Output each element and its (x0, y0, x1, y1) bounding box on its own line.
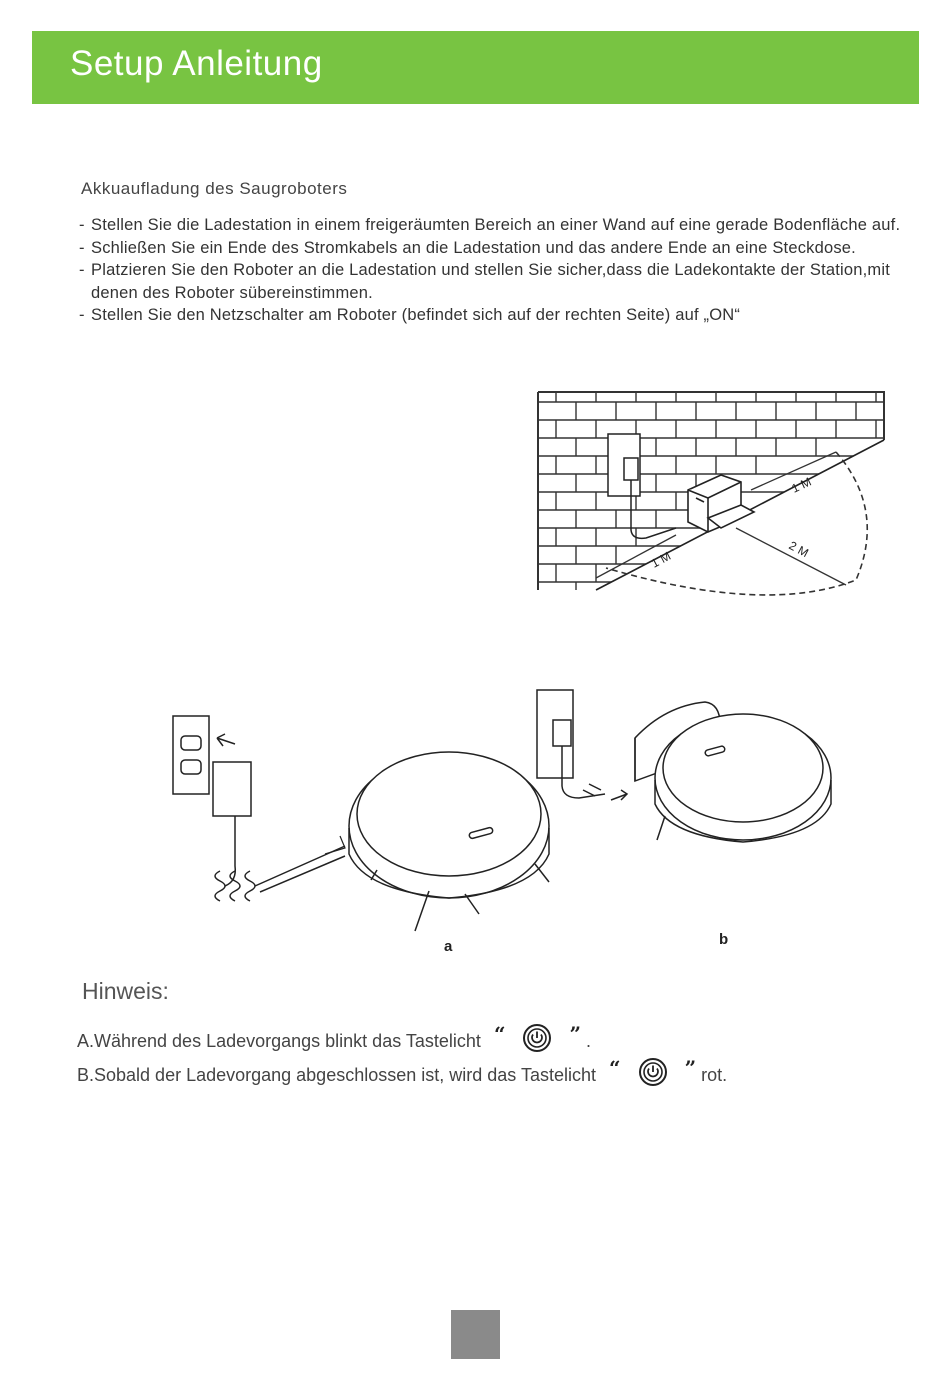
robot-charging-illustration (165, 686, 845, 956)
power-icon (638, 1057, 668, 1087)
wall-socket-plate (173, 716, 209, 794)
instruction-step: - Stellen Sie den Netzschalter am Roboter (befindet sich auf der rechten Seite) auf „ON“ (79, 306, 741, 324)
instruction-step: - Stellen Sie die Ladestation in einem freigeräumten Bereich an einer Wand auf eine gerade Bodenfläche auf. (79, 216, 901, 234)
hint-note-a-end: . (586, 1030, 592, 1051)
distance-label-left: 1 M (648, 548, 674, 571)
power-adapter (624, 458, 638, 480)
close-quote: ” (569, 1021, 581, 1046)
instruction-step: - Schließen Sie ein Ende des Stromkabels an die Ladestation und das andere Ende an eine Steckdose. (79, 238, 856, 257)
open-quote: “ (609, 1055, 621, 1080)
header-bar (32, 31, 919, 104)
power-adapter (213, 762, 251, 816)
hint-note-b (77, 1055, 728, 1091)
instruction-text: Stellen Sie den Netzschalter am Roboter (befindet sich auf der rechten Seite) auf „ON“ (91, 306, 741, 324)
hint-heading: Hinweis: (82, 978, 169, 1004)
charging-station-placement-illustration (536, 390, 886, 610)
hint-note-a-text: A.Während des Ladevorgangs blinkt das Tastelicht (77, 1030, 481, 1051)
power-icon (522, 1023, 552, 1053)
hint-note-b-end: rot. (701, 1064, 728, 1085)
instruction-text: Stellen Sie die Ladestation in einem freigeräumten Bereich an einer Wand auf eine gerade Bodenfläche auf. (91, 216, 901, 234)
charging-dock (688, 475, 754, 532)
section-subtitle: Akkuaufladung des Saugroboters (81, 179, 348, 198)
distance-label-front: 2 M (786, 538, 811, 561)
figure-label-a: a (444, 938, 453, 955)
close-quote: ” (684, 1055, 697, 1080)
figure-label-b: b (719, 931, 729, 948)
instruction-list (79, 214, 909, 327)
instruction-step: - Platzieren Sie den Roboter an die Ladestation und stellen Sie sicher,dass die Ladekontakte der Station,mit denen des Roboter sübereinstimmen. (79, 261, 891, 302)
hint-note-a (77, 1021, 592, 1057)
hint-note-b-text: B.Sobald der Ladevorgang abgeschlossen ist, wird das Tastelicht (77, 1064, 596, 1085)
distance-label-side: 1 M (789, 474, 814, 496)
page-title: Setup Anleitung (70, 44, 323, 83)
instruction-text: Platzieren Sie den Roboter an die Ladestation und stellen Sie sicher,dass die Ladekontakte der Station,mit denen des Roboter sübereinstimmen. (91, 261, 891, 302)
open-quote: “ (493, 1021, 506, 1046)
page-number-box (451, 1310, 500, 1359)
instruction-text: Schließen Sie ein Ende des Stromkabels an die Ladestation und das andere Ende an eine Steckdose. (91, 238, 856, 257)
